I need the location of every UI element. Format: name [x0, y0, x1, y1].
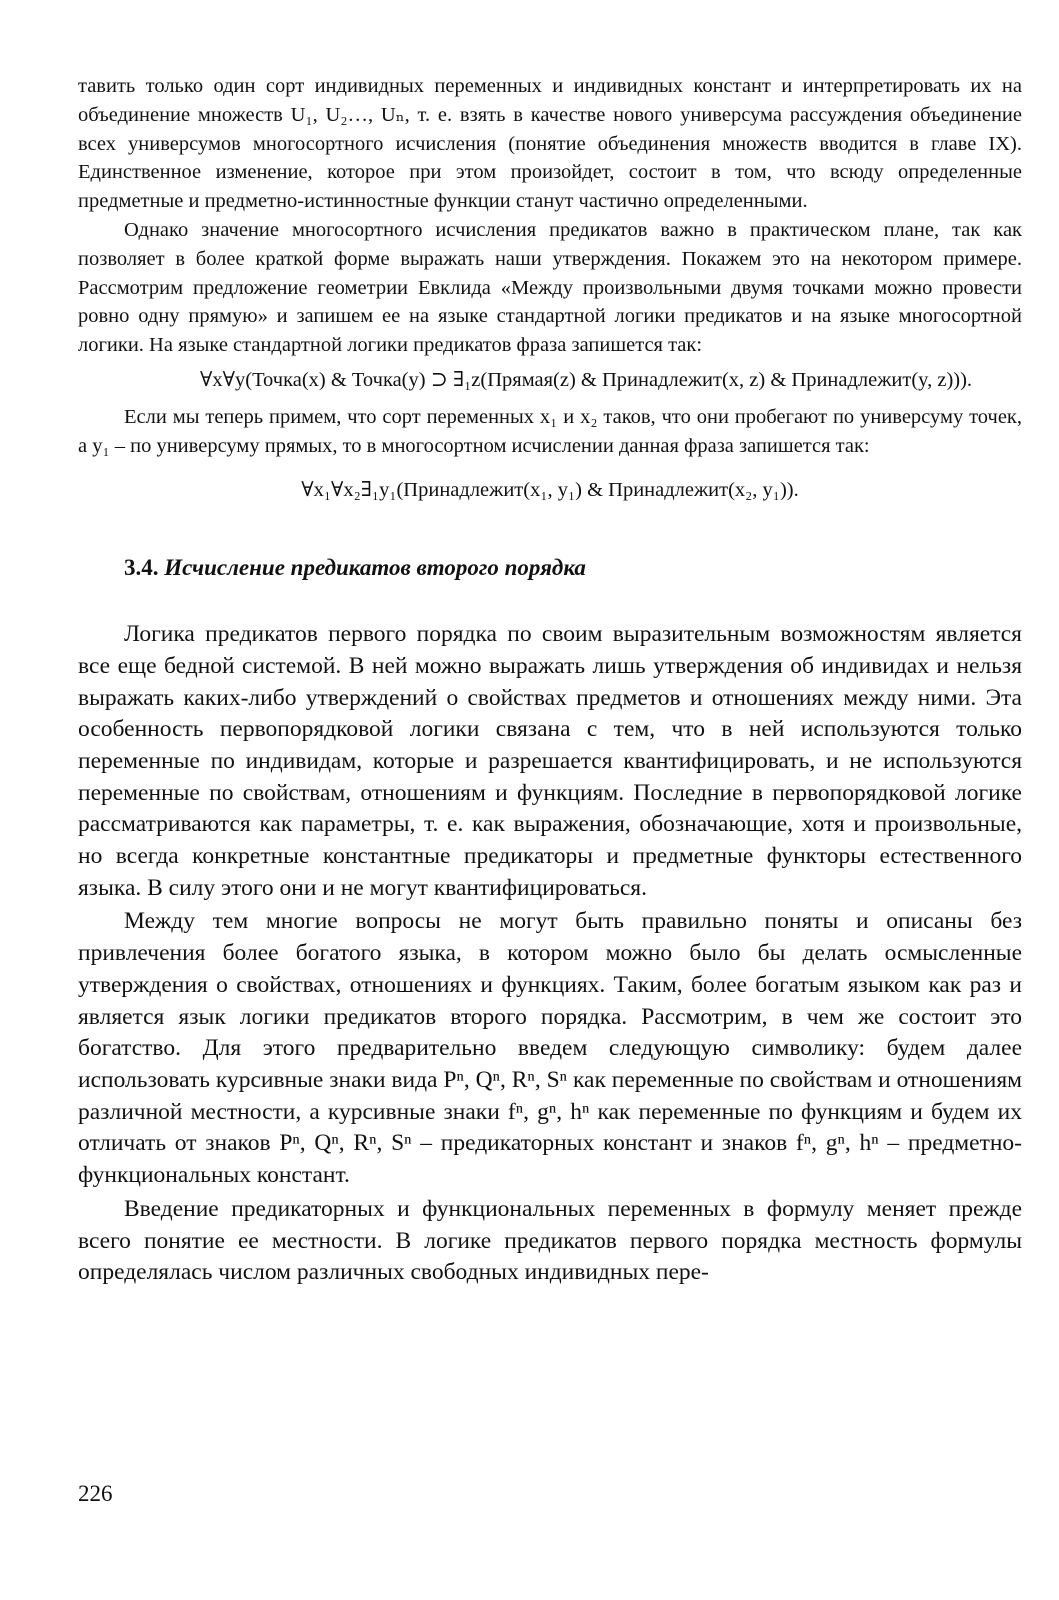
formula-standard-logic: ∀x∀y(Точка(x) & Точка(y) ⊃ ∃₁z(Прямая(z) & Принадлежит(x, z) & Принадлежит(y, z))).: [200, 368, 973, 391]
formula-many-sorted: ∀x₁∀x₂∃₁y₁(Принадлежит(x₁, y₁) & Принадлежит(x₂, y₁)).: [301, 479, 799, 502]
paragraph-sorts: Если мы теперь примем, что сорт переменных x₁ и x₂ таков, что они пробегают по универсуму точек, а y₁ – по универсуму прямых, то в многосортном исчислении данная фраза запишется так:: [78, 405, 1022, 457]
paragraph-many-sorted: Однако значение многосортного исчисления предикатов важно в практическом плане, так как позволяет в более краткой форме выражать наши утверждения. Покажем это на некотором примере. Рассмотрим предложение геометрии Евклида «Между произвольными двумя точками можно провести ровно одну прямую» и запишем ее на языке стандартной логики предикатов и на языке многосортной логики. На языке стандартной логики предикатов фраза запишется так:: [78, 218, 1022, 357]
paragraph-continuation: тавить только один сорт индивидных переменных и индивидных констант и интерпретировать их на объединение множеств U₁, U₂…, Uₙ, т. е. взять в качестве нового универсума рассуждения объединение всех универсумов многосортного исчисления (понятие объединения множеств вводится в главе IX). Единственное изменение, которое при этом произойдет, состоит в том, что всюду определенные предметные и предметно-истинностные функции станут частично определенными.: [78, 75, 1022, 213]
section-number: 3.4.: [124, 555, 159, 581]
page-body: [78, 72, 1022, 1289]
page-number: 226: [78, 1481, 113, 1506]
paragraph-first-order: Логика предикатов первого порядка по своим выразительным возможностям является все еще бедной системой. В ней можно выражать лишь утверждения об индивидах и нельзя выражать каких-либо утверждений о свойствах предметов и отношениях между ними. Эта особенность первопорядковой логики связана с тем, что в ней используются только переменные по индивидам, которые и разрешается квантифицировать, и не используются переменные по свойствам, отношениям и функциям. Последние в первопорядковой логике рассматриваются как параметры, т. е. как выражения, обозначающие, хотя и произвольные, но всегда конкретные константные предикаторы и предметные функторы естественного языка. В силу этого они и не могут квантифицироваться.: [78, 621, 1022, 901]
paragraph-locality: Введение предикаторных и функциональных переменных в формулу меняет прежде всего понятие ее местности. В логике предикатов первого порядка местность формулы определялась числом различных свободных индивидных пере-: [78, 1195, 1022, 1286]
section-heading: [124, 553, 1022, 583]
section-title: Исчисление предикатов второго порядка: [164, 555, 586, 581]
paragraph-second-order: Между тем многие вопросы не могут быть правильно поняты и описаны без привлечения более богатого языка, в котором можно было бы делать осмысленные утверждения о свойствах, отношениях и функциях. Таким, более богатым языком как раз и является язык логики предикатов второго порядка. Рассмотрим, в чем же состоит это богатство. Для этого предварительно введем следующую символику: будем далее использовать курсивные знаки вида Pⁿ, Qⁿ, Rⁿ, Sⁿ как переменные по свойствам и отношениям различной местности, а курсивные знаки fⁿ, gⁿ, hⁿ как переменные по функциям и будем их отличать от знаков Pⁿ, Qⁿ, Rⁿ, Sⁿ – предикаторных констант и знаков fⁿ, gⁿ, hⁿ – предметно-функциональных констант.: [78, 908, 1022, 1189]
